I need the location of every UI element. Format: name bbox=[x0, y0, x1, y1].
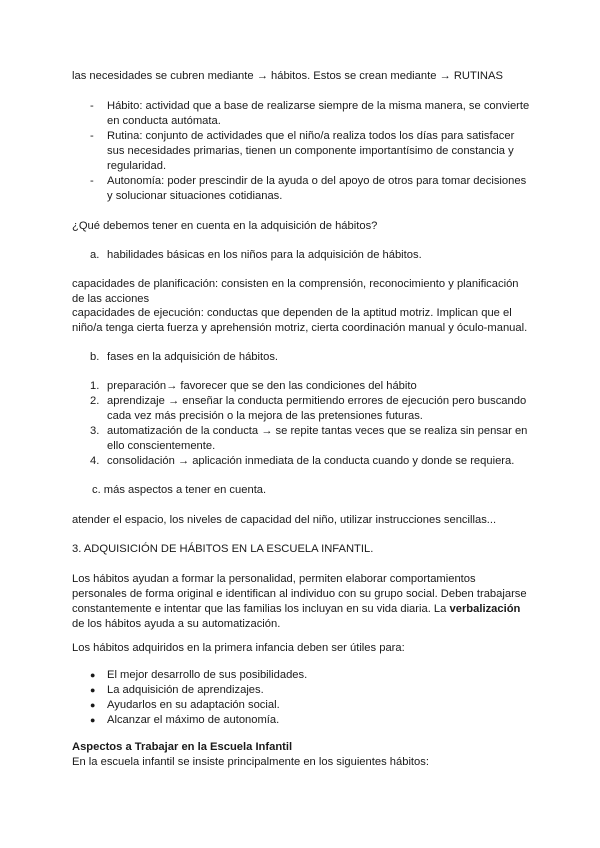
dash-marker: - bbox=[90, 100, 94, 112]
aspects-heading: Aspectos a Trabajar en la Escuela Infantil bbox=[72, 741, 293, 753]
dash-marker: - bbox=[90, 130, 94, 142]
definition-item bbox=[90, 99, 530, 129]
phase-marker: 1. bbox=[90, 380, 100, 392]
definition-text: Autonomía: poder prescindir de la ayuda o del apoyo de otros para tomar decisiones y solucionar situaciones cotidianas. bbox=[107, 175, 527, 202]
phase-item bbox=[90, 394, 530, 424]
use-text: Alcanzar el máximo de autonomía. bbox=[107, 714, 280, 726]
bullet-marker: ● bbox=[90, 685, 96, 695]
phases-list bbox=[90, 379, 530, 469]
habits-paragraph bbox=[72, 572, 528, 632]
definition-text: Hábito: actividad que a base de realizarse siempre de la misma manera, se convierte en conducta autómata. bbox=[107, 100, 530, 127]
phase-marker: 3. bbox=[90, 425, 100, 437]
use-item bbox=[90, 668, 530, 683]
phase-item bbox=[90, 454, 530, 469]
use-item bbox=[90, 713, 530, 728]
phase-text: consolidación → aplicación inmediata de la conducta cuando y donde se requiera. bbox=[107, 455, 515, 467]
use-item bbox=[90, 683, 530, 698]
bullet-marker: ● bbox=[90, 715, 96, 725]
item-b bbox=[90, 350, 530, 365]
habits-paragraph-before: Los hábitos ayudan a formar la personalidad, permiten elaborar comportamientos personales de forma original e identifican al individuo con su grupo social. Deben trabajarse constantemente e intentar que las familias los incluyan en su vida diaria. La bbox=[72, 573, 527, 615]
item-a-list bbox=[90, 248, 530, 263]
infancy-intro: Los hábitos adquiridos en la primera infancia deben ser útiles para: bbox=[72, 642, 405, 654]
intro-line: las necesidades se cubren mediante → hábitos. Estos se crean mediante → RUTINAS bbox=[72, 70, 503, 82]
use-text: La adquisición de aprendizajes. bbox=[107, 684, 264, 696]
question: ¿Qué debemos tener en cuenta en la adquisición de hábitos? bbox=[72, 220, 378, 232]
item-a-marker: a. bbox=[90, 249, 100, 261]
aspects-intro: En la escuela infantil se insiste principalmente en los siguientes hábitos: bbox=[72, 756, 429, 768]
uses-list bbox=[90, 668, 530, 728]
phase-marker: 4. bbox=[90, 455, 100, 467]
dash-marker: - bbox=[90, 175, 94, 187]
section-title: 3. ADQUISICIÓN DE HÁBITOS EN LA ESCUELA INFANTIL. bbox=[72, 543, 374, 555]
capacidades-ejecucion: capacidades de ejecución: conductas que dependen de la aptitud motriz. Implican que el niño/a tenga cierta fuerza y aprehensión motriz, cierta coordinación manual y óculo-manual. bbox=[72, 307, 528, 334]
definition-item bbox=[90, 129, 530, 174]
use-item bbox=[90, 698, 530, 713]
phase-item bbox=[90, 424, 530, 454]
atender-line: atender el espacio, los niveles de capacidad del niño, utilizar instrucciones sencillas... bbox=[72, 514, 497, 526]
item-a-text: habilidades básicas en los niños para la adquisición de hábitos. bbox=[107, 249, 422, 261]
use-text: Ayudarlos en su adaptación social. bbox=[107, 699, 280, 711]
item-b-list bbox=[90, 350, 530, 365]
phase-text: preparación→ favorecer que se den las condiciones del hábito bbox=[107, 380, 417, 392]
bullet-marker: ● bbox=[90, 700, 96, 710]
habits-paragraph-after: de los hábitos ayuda a su automatización. bbox=[72, 618, 281, 630]
item-b-marker: b. bbox=[90, 351, 100, 363]
phase-marker: 2. bbox=[90, 395, 100, 407]
phase-text: aprendizaje → enseñar la conducta permitiendo errores de ejecución pero buscando cada vez más precisión o la mejora de las pretensiones futuras. bbox=[107, 395, 527, 422]
use-text: El mejor desarrollo de sus posibilidades. bbox=[107, 669, 308, 681]
definitions-list bbox=[90, 99, 530, 204]
item-a bbox=[90, 248, 530, 263]
capacidades-planificacion: capacidades de planificación: consisten en la comprensión, reconocimiento y planificación de las acciones bbox=[72, 278, 519, 305]
bullet-marker: ● bbox=[90, 670, 96, 680]
phase-item bbox=[90, 379, 530, 394]
definition-text: Rutina: conjunto de actividades que el niño/a realiza todos los días para satisfacer sus necesidades primarias, tienen un componente importantísimo de constancia y regularidad. bbox=[107, 130, 515, 172]
item-c: c. más aspectos a tener en cuenta. bbox=[92, 484, 267, 496]
item-b-text: fases en la adquisición de hábitos. bbox=[107, 351, 279, 363]
habits-paragraph-bold: verbalización bbox=[449, 603, 521, 615]
phase-text: automatización de la conducta → se repite tantas veces que se realiza sin pensar en ello conscientemente. bbox=[107, 425, 528, 452]
definition-item bbox=[90, 174, 530, 204]
